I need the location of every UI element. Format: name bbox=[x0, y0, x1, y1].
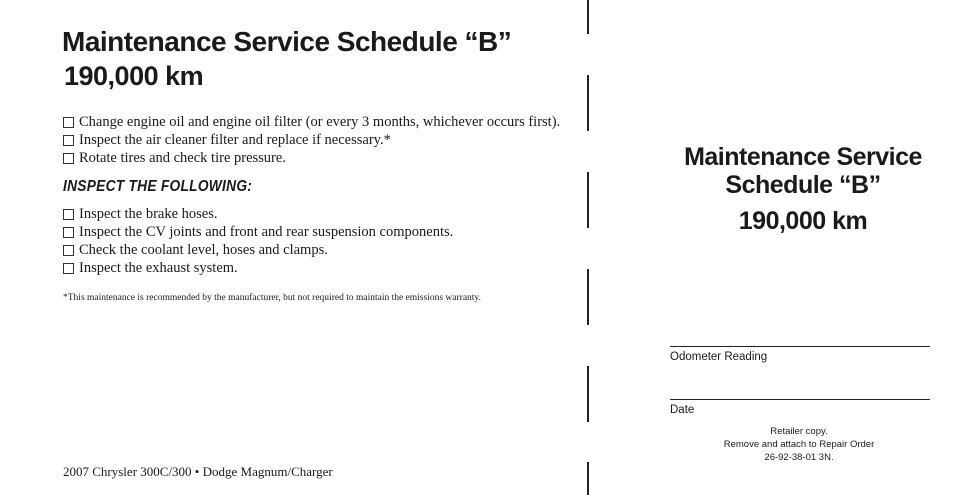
checkbox-icon[interactable] bbox=[63, 209, 74, 220]
task-item bbox=[63, 113, 560, 131]
schedule-title: Maintenance Service Schedule “B” bbox=[62, 26, 512, 57]
schedule-distance: 190,000 km bbox=[64, 61, 204, 91]
odometer-line[interactable] bbox=[670, 346, 930, 347]
checkbox-icon[interactable] bbox=[63, 245, 74, 256]
task-text: Rotate tires and check tire pressure. bbox=[79, 150, 286, 166]
date-label: Date bbox=[670, 404, 695, 416]
checkbox-icon[interactable] bbox=[63, 117, 74, 128]
inspect-item bbox=[63, 259, 453, 277]
perforation-segment bbox=[587, 462, 589, 495]
checkbox-icon[interactable] bbox=[63, 135, 74, 146]
task-list bbox=[63, 113, 560, 167]
retailer-line: Remove and attach to Repair Order bbox=[723, 439, 875, 450]
inspect-item bbox=[63, 205, 453, 223]
retailer-copy-panel bbox=[600, 0, 960, 495]
checkbox-icon[interactable] bbox=[63, 263, 74, 274]
inspect-list bbox=[63, 205, 453, 277]
perforation-segment bbox=[587, 0, 589, 34]
vehicle-footer: 2007 Chrysler 300C/300 • Dodge Magnum/Charger bbox=[63, 464, 333, 479]
perforation-segment bbox=[587, 366, 589, 422]
date-line[interactable] bbox=[670, 399, 930, 400]
task-text: Inspect the air cleaner filter and replace if necessary.* bbox=[79, 132, 391, 148]
task-item bbox=[63, 131, 560, 149]
emissions-footnote: *This maintenance is recommended by the manufacturer, but not required to maintain the emissions warranty. bbox=[63, 293, 481, 303]
perforation-segment bbox=[587, 172, 589, 228]
checkbox-icon[interactable] bbox=[63, 227, 74, 238]
inspect-text: Check the coolant level, hoses and clamps. bbox=[79, 242, 328, 258]
stub-distance: 190,000 km bbox=[738, 207, 868, 235]
inspect-text: Inspect the exhaust system. bbox=[79, 260, 238, 276]
odometer-label: Odometer Reading bbox=[670, 351, 768, 363]
inspect-heading: INSPECT THE FOLLOWING: bbox=[63, 178, 253, 195]
retailer-line: 26-92-38-01 3N. bbox=[764, 452, 834, 463]
checkbox-icon[interactable] bbox=[63, 153, 74, 164]
perforation-segment bbox=[587, 269, 589, 325]
perforation-segment bbox=[587, 75, 589, 131]
inspect-text: Inspect the CV joints and front and rear suspension components. bbox=[79, 224, 454, 240]
task-item bbox=[63, 149, 560, 167]
retailer-note bbox=[670, 425, 928, 464]
task-text: Change engine oil and engine oil filter (or every 3 months, whichever occurs first). bbox=[79, 114, 561, 130]
inspect-item bbox=[63, 223, 453, 241]
retailer-line: Retailer copy. bbox=[770, 426, 828, 437]
inspect-item bbox=[63, 241, 453, 259]
inspect-text: Inspect the brake hoses. bbox=[79, 206, 218, 222]
stub-title: Maintenance Service Schedule “B” bbox=[684, 143, 922, 199]
